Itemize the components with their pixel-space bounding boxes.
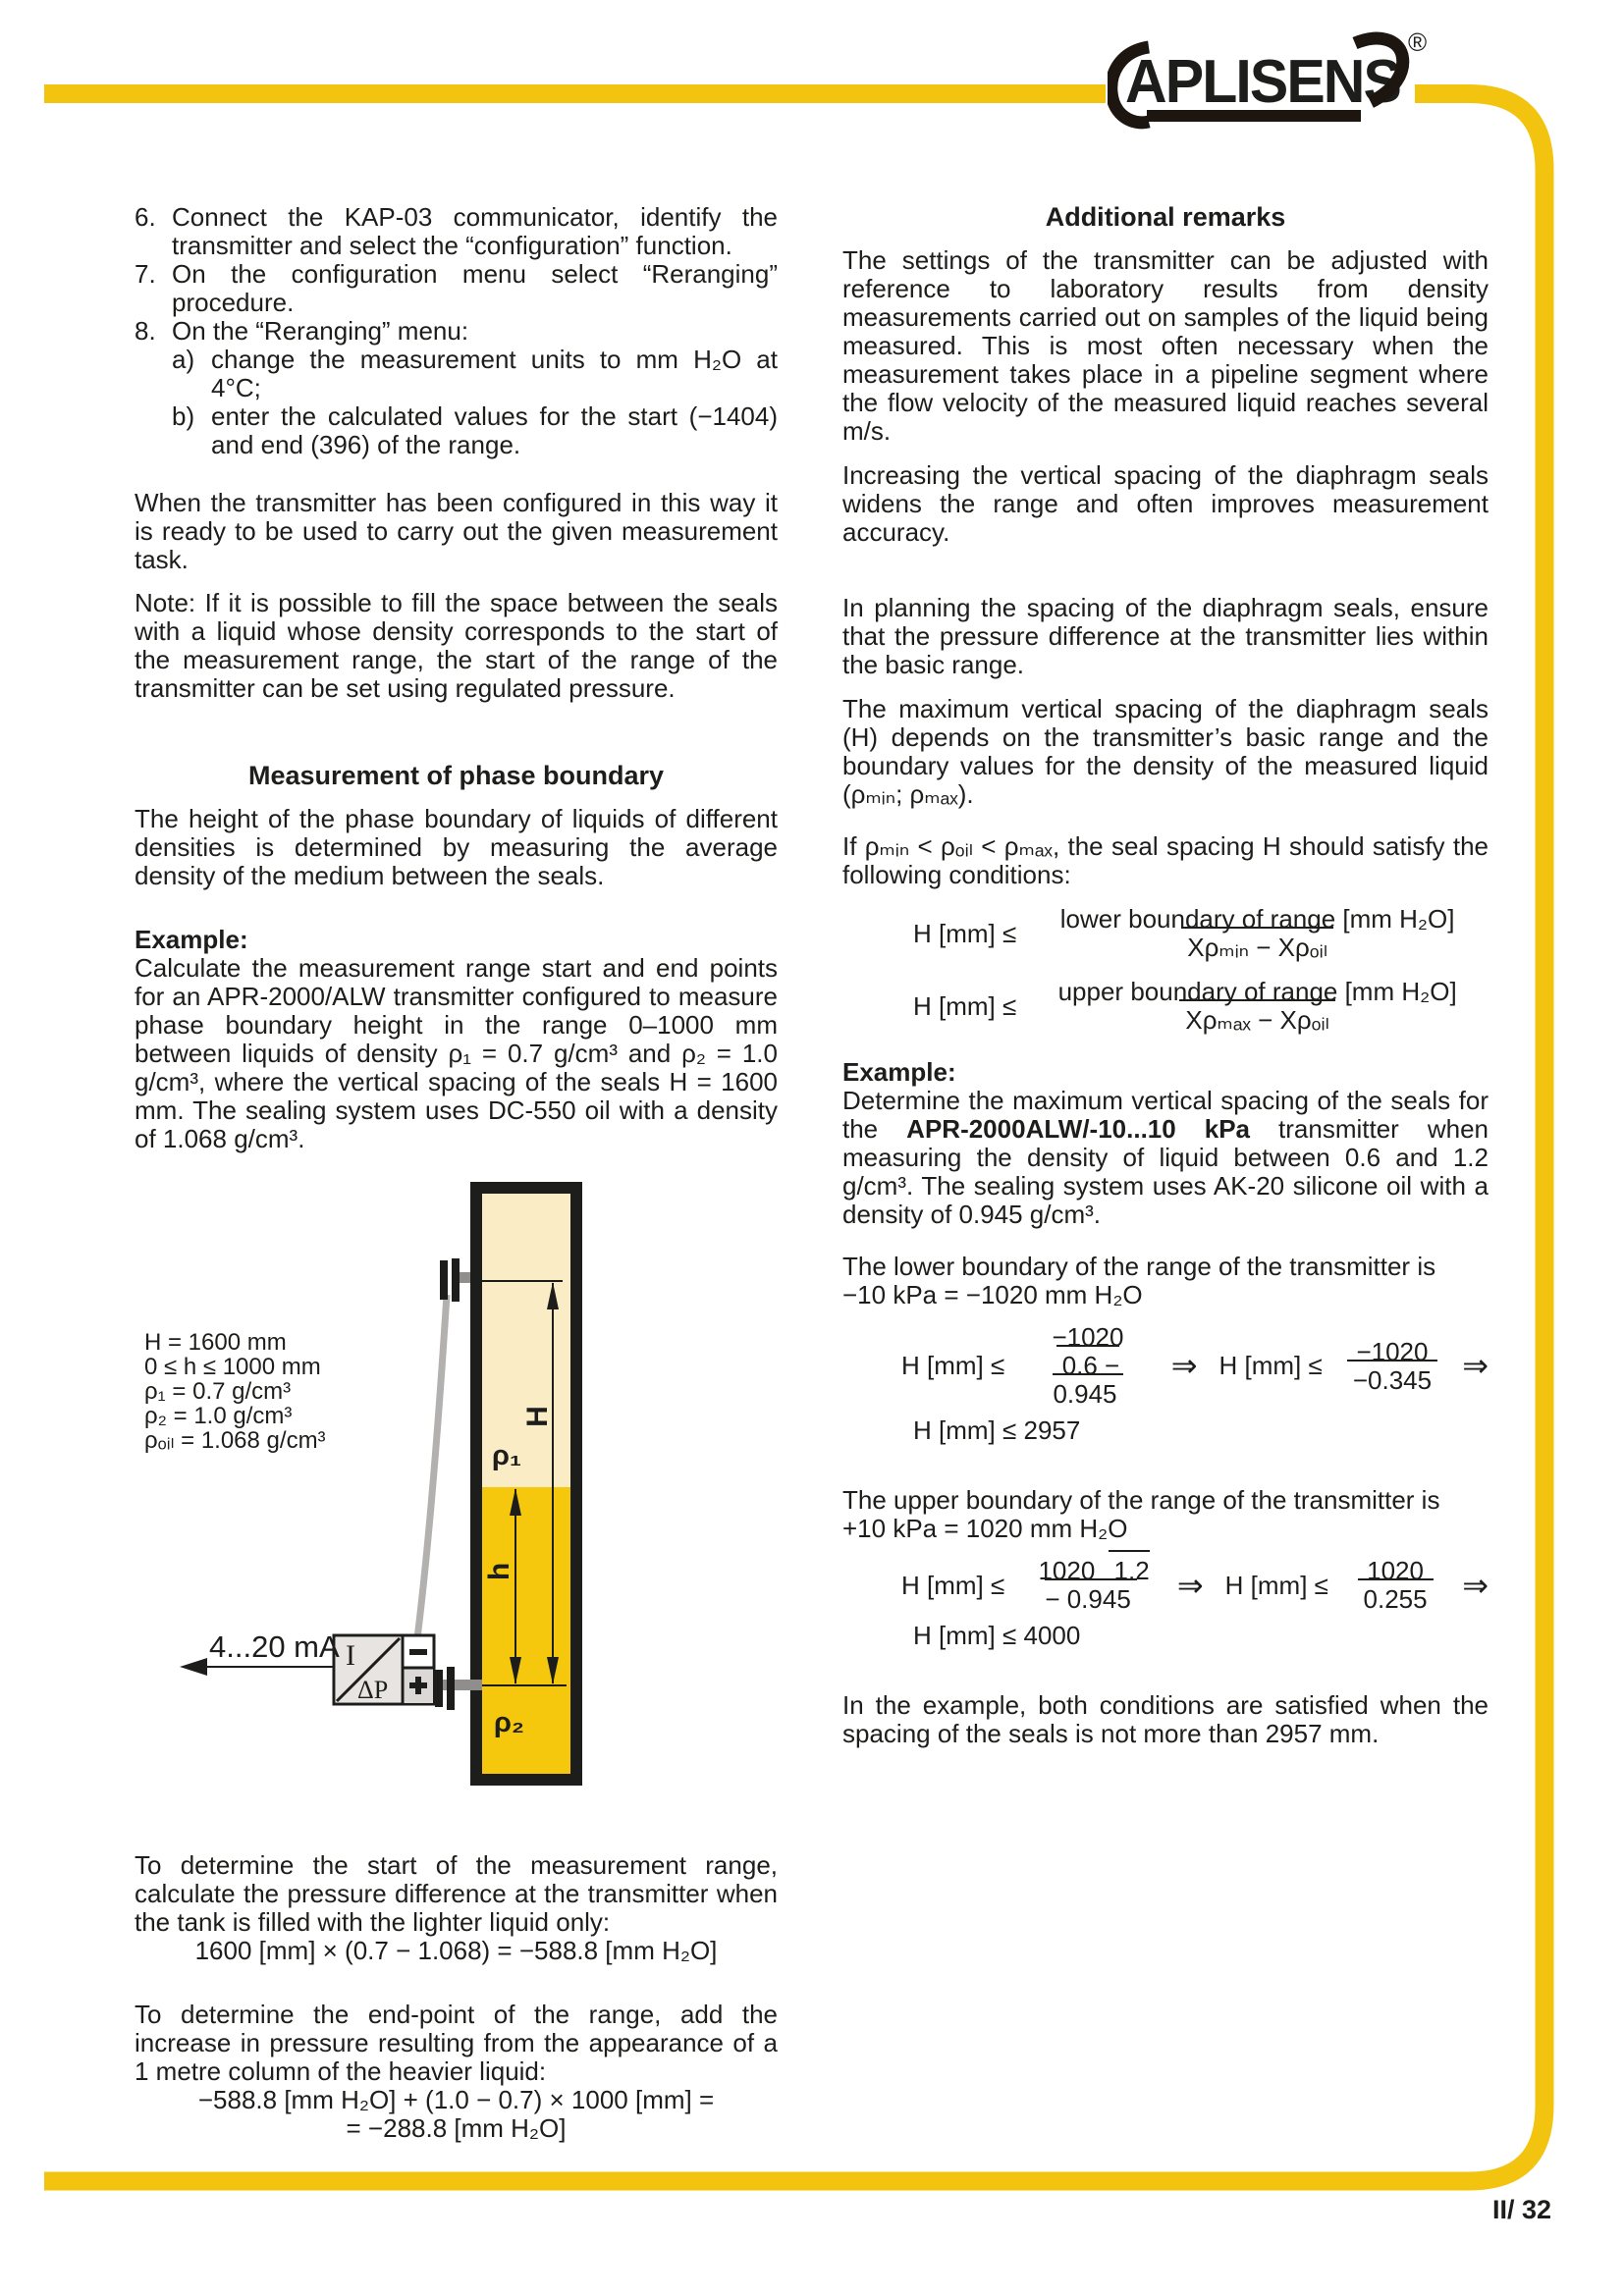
label-rho1: ρ₁ [492, 1440, 521, 1471]
paragraph-upper-boundary [842, 1486, 1489, 1543]
list-letter: a) [172, 345, 195, 374]
arrow-left-icon [180, 1658, 207, 1676]
formula-lhs: H [mm] ≤ [901, 1570, 1005, 1600]
seal-bar-outer [435, 1670, 443, 1707]
list-text: enter the calculated values for the start (−1404) and end (396) of the range. [211, 401, 778, 459]
fraction-numerator: 1020 [1038, 1556, 1096, 1585]
header-bar [44, 84, 1106, 103]
fraction-numerator: −1020 [1356, 1336, 1429, 1366]
logo-registered-mark: ® [1408, 27, 1428, 57]
example-label: Example: [135, 925, 248, 954]
paragraph-configured: When the transmitter has been configured in this way it is ready to be used to carry out the given measurement task. [135, 488, 778, 574]
transmitter-dp-label: ΔP [357, 1676, 389, 1704]
formula-lhs: H [mm] ≤ [1224, 1570, 1328, 1600]
label-H: H [521, 1406, 554, 1427]
paragraph-note: Note: If it is possible to fill the space between the seals with a liquid whose density corresponds to the start of the measurement range, the start of the range of the transmitter can be set using regulated pressure. [135, 588, 778, 703]
example-text-after: transmitter when measuring the density of liquid between 0.6 and 1.2 g/cm³. The sealing system uses AK-20 silicone oil with a density of 0.945 g/cm³. [842, 1114, 1489, 1229]
tank-cap-bottom [470, 1774, 582, 1786]
list-item-8 [135, 317, 778, 346]
equation-range-end-2: = −288.8 [mm H₂O] [346, 2113, 567, 2143]
implies-arrow-icon: ⇒ [1170, 1348, 1198, 1383]
section-heading-additional-remarks: Additional remarks [1045, 202, 1286, 232]
right-column [842, 203, 1489, 1748]
list-text: Connect the KAP-03 communicator, identify the transmitter and select the “configuration” function. [172, 202, 778, 260]
formula-fraction [1026, 978, 1489, 1035]
paragraph-lower-boundary [842, 1253, 1489, 1309]
paragraph-range-end: To determine the end-point of the range, add the increase in pressure resulting from the appearance of a 1 metre column of the heavier liquid: [135, 2000, 778, 2086]
seal-bar-inner [452, 1258, 460, 1302]
list-letter: b) [172, 401, 195, 431]
dp-transmitter [334, 1635, 434, 1704]
seal-stub [459, 1272, 470, 1283]
list-text: On the configuration menu select “Reranging” procedure. [172, 259, 778, 317]
list-text: change the measurement units to mm H₂O at 4°C; [211, 345, 778, 402]
paragraph-settings: The settings of the transmitter can be adjusted with reference to laboratory results from density measurements carried out on samples of the liquid being measured. This is most often necessary when the measurement takes place in a pipeline segment where the flow velocity of the measured liquid reaches several m/s. [842, 245, 1489, 446]
paragraph-condition-intro: If ρₘᵢₙ < ρₒᵢₗ < ρₘₐₓ, the seal spacing H should satisfy the following conditions: [842, 831, 1489, 889]
implies-arrow-icon: ⇒ [1462, 1567, 1489, 1603]
param-line: 0 ≤ h ≤ 1000 mm [144, 1354, 321, 1380]
paragraph-example: Calculate the measurement range start and end points for an APR-2000/ALW transmitter configured to measure phase boundary height in the range 0–1000 mm between liquids of density ρ₁ = 0.7 g/cm³ and ρ₂ = 1.0 g/cm³, where the vertical spacing of the seals H = 1600 mm. The sealing system uses DC-550 oil with a density of 1.068 g/cm³. [135, 953, 778, 1153]
minus-terminal-icon [409, 1649, 427, 1655]
signal-label: 4...20 mA [209, 1629, 340, 1664]
tank-diagram [135, 1177, 778, 1788]
param-line: ρ₁ = 0.7 g/cm³ [144, 1378, 292, 1405]
list-number: 6. [135, 202, 156, 232]
condition-formula-lower [913, 905, 1489, 962]
formula-lhs: H [mm] ≤ [1218, 1351, 1323, 1380]
param-line: ρₒᵢₗ = 1.068 g/cm³ [144, 1427, 326, 1454]
logo-text: APLISENS [1125, 48, 1400, 116]
paragraph-planning: In planning the spacing of the diaphragm seals, ensure that the pressure difference at the transmitter lies within the basic range. [842, 593, 1489, 679]
diagram-parameters [144, 1330, 326, 1453]
section-heading-phase-boundary: Measurement of phase boundary [247, 761, 665, 790]
list-item-8a [172, 346, 778, 402]
formula-fraction [1026, 1557, 1156, 1614]
paragraph-spacing: Increasing the vertical spacing of the diaphragm seals widens the range and often improves measurement accuracy. [842, 460, 1489, 547]
formula-lhs: H [mm] ≤ [913, 918, 1017, 948]
calc-result-upper: H [mm] ≤ 4000 [913, 1621, 1081, 1650]
transmitter-current-label: I [346, 1639, 355, 1672]
fraction-denominator: 0.255 [1358, 1578, 1434, 1614]
list-number: 7. [135, 259, 156, 289]
formula-lhs: H [mm] ≤ [913, 990, 1017, 1021]
upper-diaphragm-seal [440, 1258, 470, 1302]
fraction-numerator: upper boundary of range [mm H₂O] [1057, 977, 1457, 1006]
paragraph-range-start: To determine the start of the measurement range, calculate the pressure difference at the transmitter when the tank is filled with the lighter liquid only: [135, 1850, 778, 1937]
equation-range-end-1: −588.8 [mm H₂O] + (1.0 − 0.7) × 1000 [mm] = [197, 2085, 715, 2114]
example-transmitter-model: APR-2000ALW/-10...10 kPa [906, 1114, 1250, 1144]
param-line: ρ₂ = 1.0 g/cm³ [144, 1403, 293, 1429]
list-item-6 [135, 203, 778, 260]
formula-fraction [1344, 1338, 1440, 1395]
paragraph-example-right [842, 1087, 1489, 1229]
aplisens-logo [1108, 26, 1432, 138]
tank-wall-left [470, 1182, 482, 1786]
fraction-denominator: −0.345 [1347, 1360, 1437, 1395]
list-text: On the “Reranging” menu: [172, 316, 469, 346]
tank-wall-right [570, 1182, 582, 1786]
fraction-numerator: −1020 [1052, 1322, 1124, 1352]
param-line: H = 1600 mm [144, 1329, 287, 1356]
condition-formula-upper [913, 978, 1489, 1035]
seal-bar-outer [440, 1260, 448, 1300]
calc-row-upper [901, 1557, 1489, 1614]
upper-boundary-line1: The upper boundary of the range of the transmitter is [842, 1485, 1440, 1515]
formula-lhs: H [mm] ≤ [901, 1351, 1005, 1380]
example-text-before: Determine the maximum vertical spacing of the seals for the [842, 1086, 1489, 1144]
implies-arrow-icon: ⇒ [1462, 1348, 1489, 1383]
fraction-denominator: Xρₘₐₓ − Xρₒᵢₗ [1179, 999, 1335, 1035]
label-h: h [483, 1562, 515, 1581]
tank-cap-top [470, 1182, 582, 1194]
seal-bar-inner [447, 1667, 455, 1710]
list-number: 8. [135, 316, 156, 346]
lower-boundary-line1: The lower boundary of the range of the transmitter is [842, 1252, 1436, 1281]
label-rho2: ρ₂ [494, 1707, 524, 1738]
fraction-numerator: 1020 [1367, 1556, 1424, 1585]
calc-row-lower [901, 1323, 1489, 1409]
calc-result-lower: H [mm] ≤ 2957 [913, 1415, 1081, 1445]
tank-diagram-svg [135, 1177, 778, 1788]
list-item-7 [135, 260, 778, 317]
page-number: II/ 32 [1491, 2195, 1551, 2224]
left-column [135, 203, 778, 2143]
fraction-denominator: Xρₘᵢₙ − Xρₒᵢₗ [1181, 927, 1333, 962]
formula-fraction [1350, 1557, 1440, 1614]
capillary-tube [417, 1295, 447, 1638]
paragraph-conclusion: In the example, both conditions are satisfied when the spacing of the seals is not more than 2957 mm. [842, 1690, 1489, 1748]
upper-boundary-line2: +10 kPa = 1020 mm H₂O [842, 1514, 1128, 1543]
implies-arrow-icon: ⇒ [1176, 1567, 1204, 1603]
list-item-8b [172, 402, 778, 459]
lower-boundary-line2: −10 kPa = −1020 mm H₂O [842, 1280, 1143, 1309]
formula-fraction [1026, 1323, 1149, 1409]
fraction-denominator: 1.2 − 0.945 [1045, 1550, 1149, 1614]
equation-range-start: 1600 [mm] × (0.7 − 1.068) = −588.8 [mm H₂O] [194, 1936, 718, 1965]
paragraph-max-spacing: The maximum vertical spacing of the diaphragm seals (H) depends on the transmitter’s basic range and the boundary values for the density of the measured liquid (ρₘᵢₙ; ρₘₐₓ). [842, 694, 1489, 809]
formula-fraction [1026, 905, 1489, 962]
fraction-denominator: 0.6 − 0.945 [1053, 1345, 1122, 1409]
paragraph-phase-boundary-intro: The height of the phase boundary of liquids of different densities is determined by measuring the average density of the medium between the seals. [135, 804, 778, 890]
example-label: Example: [842, 1057, 956, 1087]
fraction-numerator: lower boundary of range [mm H₂O] [1059, 904, 1455, 934]
